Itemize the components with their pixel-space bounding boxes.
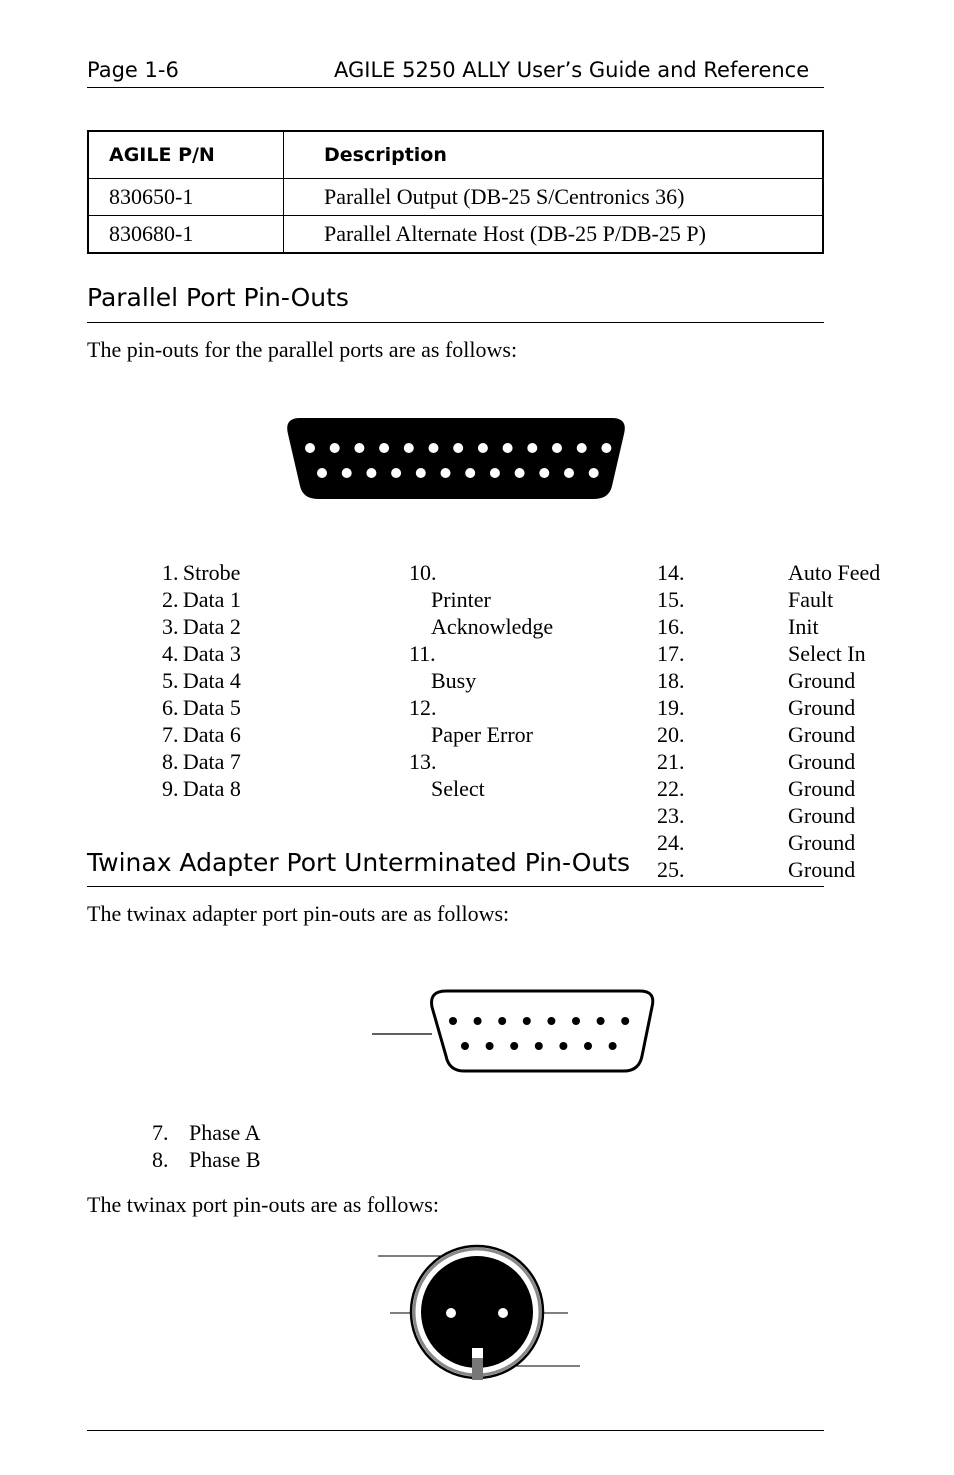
pin-hole: [527, 443, 537, 453]
pin-hole: [552, 443, 562, 453]
table-header-row: [88, 131, 823, 179]
pin-hole: [490, 468, 500, 478]
part-number-cell: 830680-1: [88, 216, 284, 254]
list-item: 7. Data 6: [162, 722, 241, 747]
page-number: Page 1-6: [87, 58, 179, 82]
pin-hole: [342, 468, 352, 478]
pin-hole: [539, 468, 549, 478]
list-item: 1. Strobe: [162, 560, 241, 585]
pin-hole: [441, 468, 451, 478]
pin-hole: [572, 1017, 580, 1025]
list-item: 11. Busy: [409, 641, 477, 693]
twinax-adapter-pin-list: [152, 1119, 261, 1173]
pin-hole: [465, 468, 475, 478]
header-rule: [87, 87, 824, 88]
list-item: 18. Ground: [657, 668, 856, 693]
list-item: 17. Select In: [657, 641, 866, 666]
section-rule: [87, 886, 824, 887]
part-number-cell: 830650-1: [88, 179, 284, 216]
pin-hole: [449, 1017, 457, 1025]
pin-hole: [486, 1042, 494, 1050]
pin-hole: [584, 1042, 592, 1050]
pin-hole: [498, 1017, 506, 1025]
column-header: Description: [284, 131, 824, 179]
list-item: 3. Data 2: [162, 614, 241, 639]
pin-hole: [461, 1042, 469, 1050]
pin-hole: [330, 443, 340, 453]
pin-hole: [366, 468, 376, 478]
description-cell: Parallel Alternate Host (DB-25 P/DB-25 P): [284, 216, 824, 254]
table-row: [88, 179, 823, 216]
pin-hole: [564, 468, 574, 478]
list-item: 21. Ground: [657, 749, 856, 774]
list-item: 22. Ground: [657, 776, 856, 801]
list-item: 9. Data 8: [162, 776, 241, 801]
list-item: 20. Ground: [657, 722, 856, 747]
pin-list-column-3: [657, 559, 880, 883]
pin-list-column-2: [409, 559, 581, 802]
pin-hole: [547, 1017, 555, 1025]
section-heading: Twinax Adapter Port Unterminated Pin-Outs: [87, 848, 631, 877]
pin-hole: [404, 443, 414, 453]
pin-hole: [478, 443, 488, 453]
pin-hole: [523, 1017, 531, 1025]
list-item: 24. Ground: [657, 830, 856, 855]
pin-hole: [317, 468, 327, 478]
pin-hole: [535, 1042, 543, 1050]
pin-hole: [621, 1017, 629, 1025]
paragraph: The twinax adapter port pin-outs are as follows:: [87, 901, 510, 926]
paragraph: The twinax port pin-outs are as follows:: [87, 1192, 439, 1217]
list-item: 12. Paper Error: [409, 695, 534, 747]
description-cell: Parallel Output (DB-25 S/Centronics 36): [284, 179, 824, 216]
pin-hole: [429, 443, 439, 453]
pin-hole: [515, 468, 525, 478]
pin-hole: [601, 443, 611, 453]
pin-hole: [609, 1042, 617, 1050]
list-item: 6. Data 5: [162, 695, 241, 720]
section-rule: [87, 322, 824, 323]
list-item: 4. Data 3: [162, 641, 241, 666]
list-item: 10. Printer Acknowledge: [409, 560, 554, 639]
list-item: 15. Fault: [657, 587, 834, 612]
pin-hole: [305, 443, 315, 453]
pin-hole: [577, 443, 587, 453]
pin-hole: [589, 468, 599, 478]
pin-hole: [559, 1042, 567, 1050]
pin-hole: [391, 468, 401, 478]
part-number-table: [87, 130, 824, 254]
table-row: [88, 216, 823, 254]
list-item: 25. Ground: [657, 857, 856, 882]
db15-connector-diagram: [370, 988, 660, 1078]
list-item: 14. Auto Feed: [657, 560, 881, 585]
list-item: 23. Ground: [657, 803, 856, 828]
pin-hole: [597, 1017, 605, 1025]
pin-hole: [503, 443, 513, 453]
pin-list-column-1: [162, 559, 241, 802]
paragraph: The pin-outs for the parallel ports are as follows:: [87, 337, 518, 362]
column-header: AGILE P/N: [88, 131, 284, 179]
list-item: 2. Data 1: [162, 587, 241, 612]
footer-rule: [87, 1430, 824, 1431]
section-heading: Parallel Port Pin-Outs: [87, 283, 349, 312]
list-item: 8. Phase B: [152, 1147, 261, 1172]
list-item: 16. Init: [657, 614, 819, 639]
twinax-connector-diagram: [370, 1240, 590, 1385]
db25-connector-diagram: [282, 414, 630, 504]
document-title: AGILE 5250 ALLY User’s Guide and Reference: [334, 58, 810, 82]
pin-hole: [354, 443, 364, 453]
pin-hole: [416, 468, 426, 478]
pin-hole: [474, 1017, 482, 1025]
pin-hole: [453, 443, 463, 453]
pin-hole: [379, 443, 389, 453]
list-item: 5. Data 4: [162, 668, 241, 693]
list-item: 13. Select: [409, 749, 485, 801]
pin-hole: [510, 1042, 518, 1050]
list-item: 19. Ground: [657, 695, 856, 720]
list-item: 7. Phase A: [152, 1120, 261, 1145]
list-item: 8. Data 7: [162, 749, 241, 774]
